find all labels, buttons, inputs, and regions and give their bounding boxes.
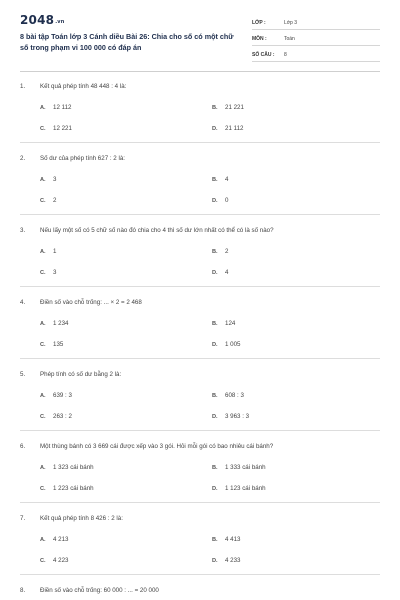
option-text: 1 123 cái bánh bbox=[225, 485, 266, 492]
option-a[interactable] bbox=[40, 536, 68, 543]
option-text: 1 333 cái bánh bbox=[225, 464, 266, 471]
question-text: Điền số vào chỗ trống: 60 000 : ... = 20 000 bbox=[40, 587, 159, 594]
option-letter: A. bbox=[40, 105, 46, 111]
worksheet-meta bbox=[252, 14, 380, 62]
question-number: 8. bbox=[20, 587, 26, 594]
option-text: 3 963 : 3 bbox=[225, 413, 250, 420]
option-letter: C. bbox=[40, 342, 46, 348]
question-number: 2. bbox=[20, 155, 26, 162]
option-c[interactable] bbox=[40, 269, 56, 276]
option-letter: B. bbox=[212, 465, 218, 471]
option-b[interactable] bbox=[212, 536, 240, 543]
option-a[interactable] bbox=[40, 248, 56, 255]
option-a[interactable] bbox=[40, 104, 71, 111]
question-item bbox=[20, 575, 380, 600]
option-a[interactable] bbox=[40, 320, 68, 327]
option-text: 21 112 bbox=[225, 125, 244, 132]
option-text: 4 413 bbox=[225, 536, 241, 543]
option-d[interactable] bbox=[212, 197, 228, 204]
option-letter: A. bbox=[40, 177, 46, 183]
question-text: Nếu lấy một số có 5 chữ số nào đó chia cho 4 thì số dư lớn nhất có thể có là số nào? bbox=[40, 227, 274, 234]
option-d[interactable] bbox=[212, 269, 228, 276]
option-text: 4 213 bbox=[53, 536, 69, 543]
option-c[interactable] bbox=[40, 557, 68, 564]
option-text: 3 bbox=[53, 176, 57, 183]
question-number: 7. bbox=[20, 515, 26, 522]
option-d[interactable] bbox=[212, 125, 243, 132]
meta-row-count bbox=[252, 46, 380, 62]
question-text: Phép tính có số dư bằng 2 là: bbox=[40, 371, 122, 378]
question-number: 6. bbox=[20, 443, 26, 450]
option-d[interactable] bbox=[212, 485, 266, 492]
option-b[interactable] bbox=[212, 248, 228, 255]
option-letter: B. bbox=[212, 177, 218, 183]
meta-key: LỚP : bbox=[252, 20, 266, 26]
option-text: 2 bbox=[53, 197, 57, 204]
worksheet-header bbox=[0, 0, 400, 70]
question-item bbox=[20, 143, 380, 215]
option-a[interactable] bbox=[40, 464, 94, 471]
question-number: 5. bbox=[20, 371, 26, 378]
site-logo[interactable] bbox=[20, 13, 65, 27]
option-text: 1 223 cái bánh bbox=[53, 485, 94, 492]
option-letter: D. bbox=[212, 270, 218, 276]
option-letter: B. bbox=[212, 393, 218, 399]
option-text: 3 bbox=[53, 269, 57, 276]
option-letter: D. bbox=[212, 342, 218, 348]
option-text: 4 bbox=[225, 176, 229, 183]
option-text: 135 bbox=[53, 341, 64, 348]
option-text: 4 223 bbox=[53, 557, 69, 564]
option-letter: C. bbox=[40, 126, 46, 132]
option-d[interactable] bbox=[212, 557, 240, 564]
meta-value: 8 bbox=[284, 52, 287, 58]
meta-key: SỐ CÂU : bbox=[252, 52, 275, 58]
option-text: 4 bbox=[225, 269, 229, 276]
option-b[interactable] bbox=[212, 104, 244, 111]
question-item bbox=[20, 215, 380, 287]
question-text: Một thùng bánh có 3 669 cái được xếp vào 3 gói. Hỏi mỗi gói có bao nhiêu cái bánh? bbox=[40, 443, 274, 450]
option-letter: A. bbox=[40, 249, 46, 255]
option-text: 608 : 3 bbox=[225, 392, 244, 399]
question-text: Kết quả phép tính 48 448 : 4 là: bbox=[40, 83, 127, 90]
option-letter: D. bbox=[212, 414, 218, 420]
question-number: 3. bbox=[20, 227, 26, 234]
option-c[interactable] bbox=[40, 341, 63, 348]
option-text: 263 : 2 bbox=[53, 413, 72, 420]
option-c[interactable] bbox=[40, 413, 72, 420]
option-b[interactable] bbox=[212, 320, 235, 327]
option-letter: B. bbox=[212, 321, 218, 327]
question-list bbox=[0, 71, 400, 600]
option-b[interactable] bbox=[212, 392, 244, 399]
logo-text: 2048 bbox=[20, 13, 55, 27]
option-b[interactable] bbox=[212, 176, 228, 183]
option-text: 124 bbox=[225, 320, 236, 327]
option-text: 2 bbox=[225, 248, 229, 255]
option-text: 639 : 3 bbox=[53, 392, 72, 399]
option-letter: A. bbox=[40, 537, 46, 543]
option-d[interactable] bbox=[212, 341, 240, 348]
option-letter: B. bbox=[212, 249, 218, 255]
option-text: 1 323 cái bánh bbox=[53, 464, 94, 471]
option-text: 1 005 bbox=[225, 341, 241, 348]
option-letter: D. bbox=[212, 558, 218, 564]
option-letter: B. bbox=[212, 105, 218, 111]
option-text: 4 233 bbox=[225, 557, 241, 564]
option-c[interactable] bbox=[40, 197, 56, 204]
option-letter: C. bbox=[40, 486, 46, 492]
option-letter: C. bbox=[40, 558, 46, 564]
option-text: 1 234 bbox=[53, 320, 69, 327]
meta-value: Toán bbox=[284, 36, 295, 42]
option-letter: B. bbox=[212, 537, 218, 543]
option-letter: C. bbox=[40, 198, 46, 204]
meta-row-class bbox=[252, 14, 380, 30]
question-item bbox=[20, 71, 380, 143]
option-text: 1 bbox=[53, 248, 57, 255]
meta-value: Lớp 3 bbox=[284, 20, 298, 26]
option-c[interactable] bbox=[40, 485, 94, 492]
option-letter: A. bbox=[40, 465, 46, 471]
option-letter: C. bbox=[40, 414, 46, 420]
meta-key: MÔN : bbox=[252, 36, 267, 42]
question-item bbox=[20, 431, 380, 503]
option-a[interactable] bbox=[40, 392, 72, 399]
option-text: 12 221 bbox=[53, 125, 72, 132]
question-item bbox=[20, 503, 380, 575]
option-d[interactable] bbox=[212, 413, 249, 420]
question-text: Số dư của phép tính 627 : 2 là: bbox=[40, 155, 125, 162]
option-letter: A. bbox=[40, 321, 46, 327]
option-text: 12 112 bbox=[53, 104, 72, 111]
logo-suffix: .vn bbox=[55, 19, 65, 25]
worksheet-title: 8 bài tập Toán lớp 3 Cánh diều Bài 26: Chia cho số có một chữ số trong phạm vi 100 000 có đáp án bbox=[20, 32, 234, 52]
question-text: Điền số vào chỗ trống: ... × 2 = 2 468 bbox=[40, 299, 142, 306]
meta-row-subject bbox=[252, 30, 380, 46]
question-number: 4. bbox=[20, 299, 26, 306]
question-item bbox=[20, 359, 380, 431]
option-letter: D. bbox=[212, 198, 218, 204]
option-c[interactable] bbox=[40, 125, 72, 132]
option-a[interactable] bbox=[40, 176, 56, 183]
question-number: 1. bbox=[20, 83, 26, 90]
option-letter: A. bbox=[40, 393, 46, 399]
option-letter: C. bbox=[40, 270, 46, 276]
option-text: 21 221 bbox=[225, 104, 244, 111]
question-text: Kết quả phép tính 8 426 : 2 là: bbox=[40, 515, 123, 522]
question-item bbox=[20, 287, 380, 359]
option-letter: D. bbox=[212, 486, 218, 492]
option-text: 0 bbox=[225, 197, 229, 204]
option-letter: D. bbox=[212, 126, 218, 132]
option-b[interactable] bbox=[212, 464, 266, 471]
